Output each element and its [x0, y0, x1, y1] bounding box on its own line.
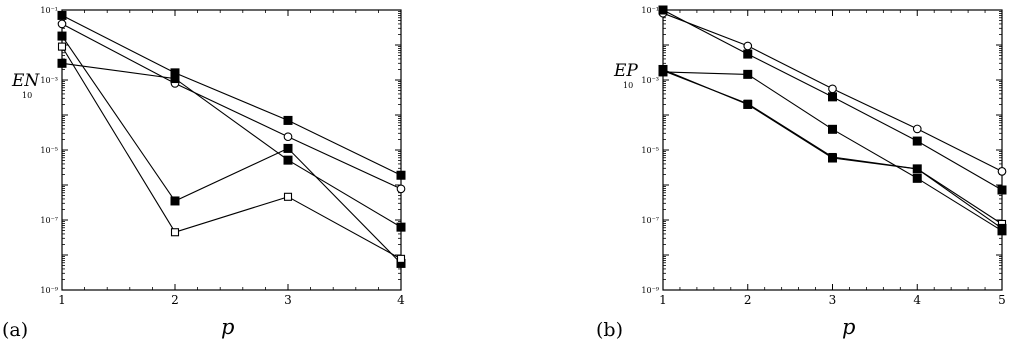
data-point-a-3 [171, 197, 179, 205]
data-point-b-4 [744, 100, 752, 108]
x-axis-title-a: p [221, 315, 235, 339]
x-tick-label-b: 5 [998, 293, 1006, 307]
x-tick-label-b: 4 [913, 293, 922, 307]
data-point-b-1 [659, 6, 667, 14]
data-point-a-4 [59, 43, 66, 50]
data-point-b-0 [913, 125, 921, 133]
y-tick-label-a: 10⁻³ [40, 76, 58, 85]
data-point-b-0 [744, 42, 752, 50]
y-axis-title-b: EP [614, 61, 638, 81]
data-point-b-4 [829, 154, 837, 162]
ticks-b [641, 6, 1005, 307]
y-tick-label-a: 10⁻¹ [40, 6, 58, 15]
data-point-a-0 [58, 11, 66, 19]
x-tick-label-a: 3 [284, 293, 292, 307]
y-tick-label-b: 10⁻⁹ [641, 286, 659, 295]
x-tick-label-a: 1 [58, 293, 66, 307]
x-axis-title-b: p [842, 315, 856, 339]
series-line-a-0 [62, 15, 401, 175]
plot-frame-b [663, 10, 1002, 290]
panel-label-a: (a) [2, 319, 29, 341]
data-point-b-2 [829, 125, 837, 133]
y-axis-title-inner-b: 10 [623, 81, 634, 90]
data-point-b-0 [998, 168, 1006, 176]
y-tick-label-b: 10⁻⁵ [641, 146, 659, 155]
x-tick-label-a: 4 [397, 293, 405, 307]
series-line-a-4 [62, 47, 401, 259]
panel-label-b: (b) [596, 319, 623, 341]
data-point-a-2 [284, 156, 292, 164]
data-point-a-2 [58, 59, 66, 67]
y-tick-label-a: 10⁻⁷ [40, 216, 58, 225]
series-line-a-2 [62, 63, 401, 227]
data-point-a-2 [397, 223, 405, 231]
data-point-a-1 [58, 20, 66, 28]
data-point-b-4 [913, 165, 921, 173]
data-point-b-0 [829, 85, 837, 93]
x-tick-label-b: 1 [659, 293, 667, 307]
data-point-a-0 [397, 171, 405, 179]
x-tick-label-a: 2 [171, 293, 179, 307]
y-axis-title-inner-a: 10 [22, 91, 33, 100]
panel-b [596, 6, 1006, 341]
y-tick-label-a: 10⁻⁵ [40, 146, 58, 155]
data-point-b-2 [913, 174, 921, 182]
data-point-a-1 [284, 133, 292, 141]
y-tick-label-b: 10⁻³ [641, 76, 659, 85]
y-axis-title-a: EN [12, 71, 40, 91]
y-tick-label-b: 10⁻¹ [641, 6, 659, 15]
data-point-a-0 [284, 116, 292, 124]
data-point-b-4 [659, 65, 667, 73]
data-point-a-3 [284, 144, 292, 152]
data-point-b-1 [829, 93, 837, 101]
x-tick-label-b: 3 [828, 293, 837, 307]
data-point-b-2 [744, 70, 752, 78]
series-b [659, 6, 1006, 235]
data-point-a-4 [398, 255, 405, 262]
data-point-a-2 [171, 75, 179, 83]
data-point-b-1 [744, 50, 752, 58]
series-a [58, 11, 405, 267]
data-point-a-4 [172, 229, 179, 236]
ticks-a [40, 6, 405, 307]
y-tick-label-a: 10⁻⁹ [40, 286, 58, 295]
y-tick-label-b: 10⁻⁷ [641, 216, 659, 225]
x-tick-label-b: 2 [743, 293, 752, 307]
series-line-a-1 [62, 24, 401, 189]
data-point-b-1 [913, 137, 921, 145]
data-point-b-4 [998, 224, 1006, 232]
data-point-a-1 [397, 185, 405, 193]
data-point-a-3 [58, 32, 66, 40]
data-point-b-1 [998, 186, 1006, 194]
data-point-a-4 [285, 193, 292, 200]
panel-a [2, 6, 405, 341]
